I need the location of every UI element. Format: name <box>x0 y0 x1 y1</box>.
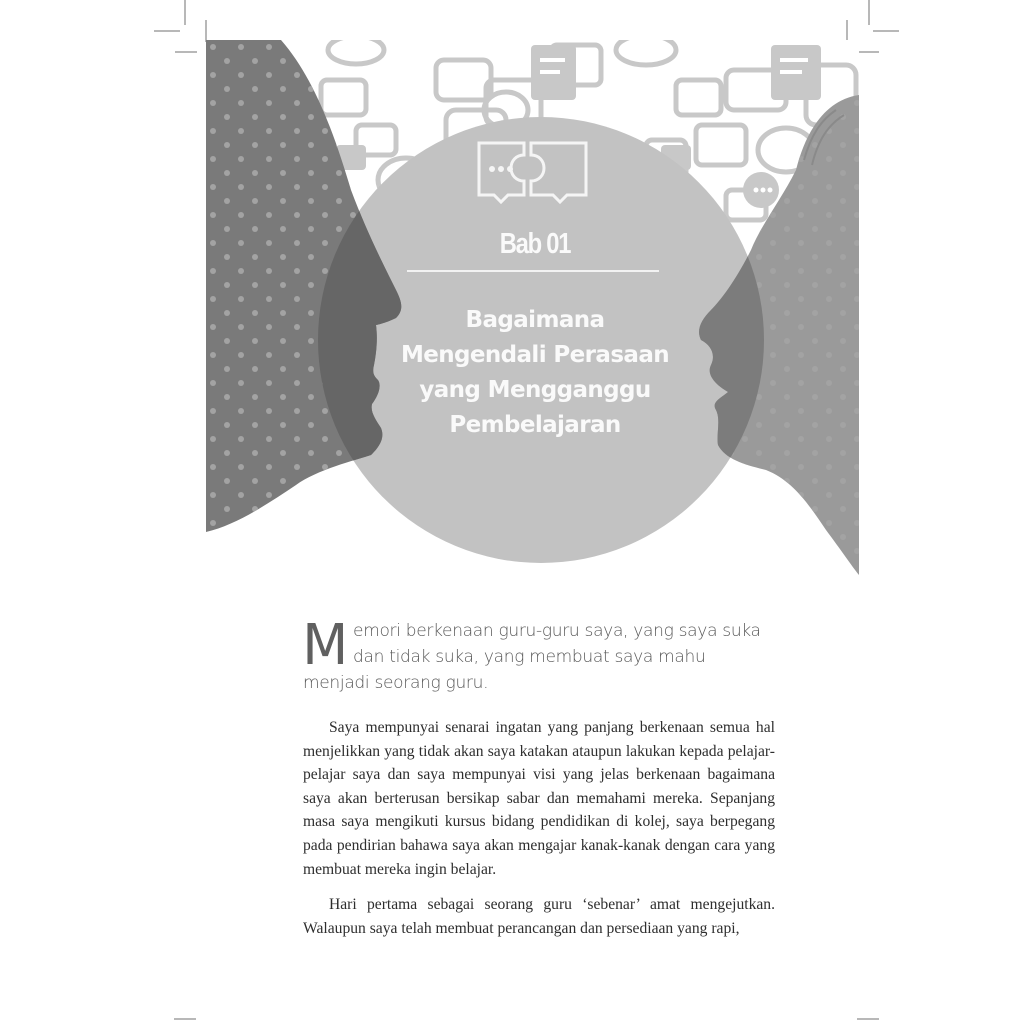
crop-mark <box>184 0 186 25</box>
chapter-title-line: yang Mengganggu <box>419 377 651 403</box>
crop-mark <box>154 30 180 32</box>
chapter-divider <box>407 270 659 272</box>
crop-mark <box>846 20 848 42</box>
crop-mark <box>205 20 207 42</box>
body-paragraph: Hari pertama sebagai seorang guru ‘sebenar’ amat mengejutkan. Walaupun saya telah membuat perancangan dan persediaan yang rapi, <box>303 896 775 937</box>
intro-text: emori berkenaan guru-guru saya, yang saya suka dan tidak suka, yang membuat saya mahu menjadi seorang guru. <box>303 621 761 693</box>
crop-mark <box>857 1018 879 1020</box>
chapter-title-line: Pembelajaran <box>449 412 621 438</box>
crop-mark <box>873 30 899 32</box>
crop-mark <box>174 1018 196 1020</box>
body-paragraph: Saya mempunyai senarai ingatan yang panjang berkenaan semua hal menjelikkan yang tidak akan saya katakan ataupun lakukan kepada pelajar-pelajar saya dan saya mempunyai visi yang jelas berkenaan bagaimana saya akan berterusan bersikap sabar dan memahami mereka. Sepanjang masa saya mengikuti kursus bidang pendidikan di kolej, saya berpegang pada pendirian bahawa saya akan mengajar kanak-kanak dengan cara yang membuat mereka ingin belajar. <box>303 719 775 878</box>
crop-mark <box>868 0 870 25</box>
crop-mark <box>175 51 197 53</box>
chapter-title-line: Mengendali Perasaan <box>400 342 670 368</box>
drop-cap: M <box>302 613 348 678</box>
intro-paragraph <box>302 613 775 696</box>
body-text <box>303 716 775 952</box>
chapter-title <box>370 303 700 443</box>
crop-mark <box>857 51 879 53</box>
chapter-title-line: Bagaimana <box>465 307 605 333</box>
chapter-label: Bab 01 <box>499 228 571 260</box>
